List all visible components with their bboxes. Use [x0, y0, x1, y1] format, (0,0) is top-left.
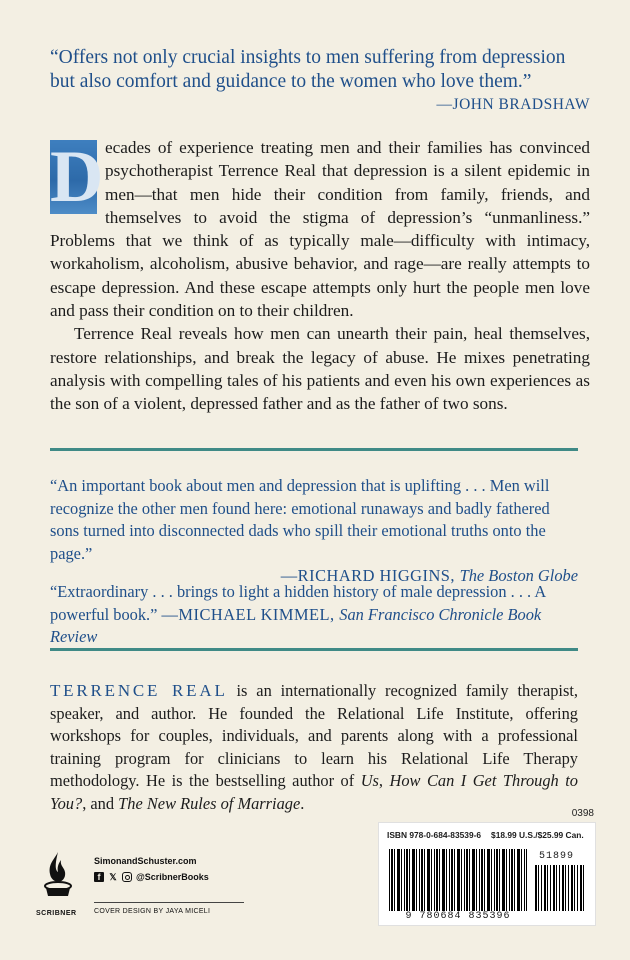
- barcode-panel: [378, 822, 596, 926]
- divider-rule-top: [50, 448, 578, 451]
- blurb-author: —RICHARD HIGGINS,: [280, 566, 460, 585]
- publisher-website: SimonandSchuster.com: [94, 856, 197, 866]
- blurb-source: The Boston Globe: [459, 566, 578, 585]
- blurb-text: “An important book about men and depression that is uplifting . . . Men will recognize the other men found here: emotional runaways and badly fathered sons turned into disconnected dads who spill their emotional truths onto the page.”: [50, 476, 550, 563]
- isbn-price-line: [387, 830, 591, 840]
- author-name: TERRENCE REAL: [50, 681, 228, 700]
- blurb-kimmel: [50, 581, 578, 649]
- blurb-author: —MICHAEL KIMMEL,: [161, 604, 340, 624]
- top-quote-text: “Offers not only crucial insights to men suffering from depression but also comfort and guidance to the women who love them.”: [50, 47, 566, 92]
- bio-book-3: The New Rules of Marriage: [118, 793, 301, 813]
- publisher-label: SCRIBNER: [36, 910, 77, 917]
- description-paragraph-1: ecades of experience treating men and their families has convinced psychotherapist Terrence Real that depression is a silent epidemic in men—that men hide their condition from family, friends, and themselves to avoid the stigma of depression’s “unmanliness.” Problems that we think of as typically male—difficulty with intimacy, workaholism, alcoholism, abusive behavior, and rage—are really attempts to escape depression. And these escape attempts only hurt the people men love and pass their condition on to their children.: [50, 138, 590, 321]
- facebook-icon: f: [94, 872, 104, 882]
- drop-cap: D: [50, 136, 104, 218]
- addon-barcode: [535, 865, 585, 911]
- blurb-source: San Francisco Chronicle Book Review: [50, 604, 542, 646]
- publisher-social: [94, 872, 209, 882]
- scribner-flame-logo-icon: [38, 850, 78, 904]
- author-bio: TERRENCE REAL is an internationally recognized family therapist, speaker, and author. He founded the Relational Life Institute, offering workshops for couples, individuals, and parents along with a professional training program for clinicians to learn his Relational Life Therapy methodology. He is the bestselling author of Us, How Can I Get Through to You?, and The New Rules of Marriage.: [50, 681, 578, 813]
- barcode-number: 9 780684 835396: [389, 911, 527, 922]
- social-handle: @ScribnerBooks: [136, 872, 209, 882]
- top-quote: [50, 46, 590, 94]
- blurb-text: “Extraordinary . . . brings to light a hidden history of male depression . . . A powerful book.”: [50, 582, 546, 624]
- isbn-barcode: [389, 849, 527, 911]
- catalog-code: 0398: [571, 808, 594, 819]
- price-text: $18.99 U.S./$25.99 Can.: [491, 830, 584, 840]
- isbn-text: ISBN 978-0-684-83539-6: [387, 830, 482, 840]
- top-quote-attribution: —JOHN BRADSHAW: [436, 96, 590, 113]
- description-paragraph-2: Terrence Real reveals how men can unearth their pain, heal themselves, restore relationships, and break the legacy of abuse. He mixes penetrating analysis with compelling tales of his patients and even his own experiences as the son of a violent, depressed father and as the father of two sons.: [50, 324, 590, 414]
- divider-rule-bottom: [50, 648, 578, 651]
- publisher-divider: [94, 902, 244, 903]
- instagram-icon: [122, 872, 132, 882]
- bio-book-2: How Can I Get Through to You?: [50, 771, 578, 813]
- addon-number: 51899: [539, 851, 575, 862]
- cover-design-credit: COVER DESIGN BY JAYA MICELI: [94, 908, 211, 915]
- bio-book-1: Us: [360, 771, 379, 791]
- bio-text: is an internationally recognized family therapist, speaker, and author. He founded the Relational Life Institute, offering workshops for couples, individuals, and parents along with a professional training program for clinicians to learn his Relational Life Therapy methodology. He is the bestselling author of: [50, 681, 578, 791]
- blurb-higgins: [50, 475, 578, 588]
- book-description: [50, 136, 590, 416]
- x-icon: 𝕏: [109, 872, 117, 882]
